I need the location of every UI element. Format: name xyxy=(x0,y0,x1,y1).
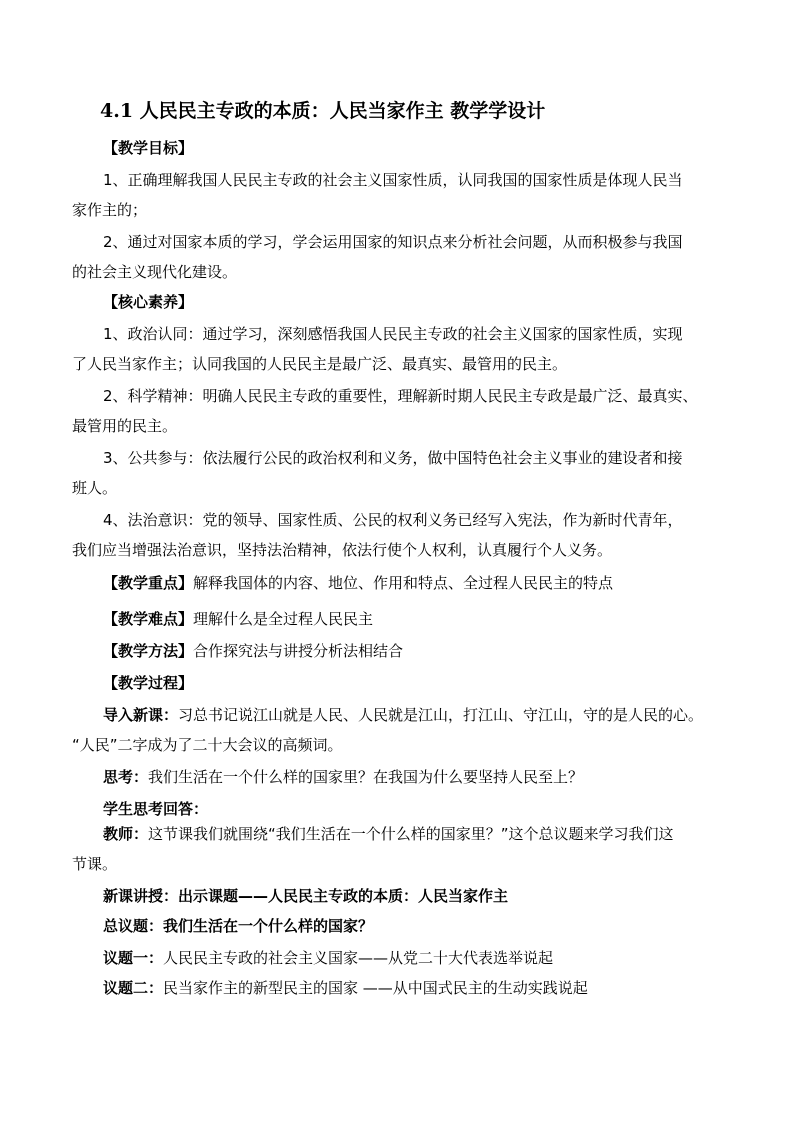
topic-1-label: 议题一： xyxy=(103,949,164,967)
literacy-4-line-2: 我们应当增强法治意识，坚持法治精神，依法行使个人权利，认真履行个人义务。 xyxy=(72,541,613,559)
think-text: 我们生活在一个什么样的国家里？在我国为什么要坚持人民至上？ xyxy=(148,768,584,786)
literacy-4-line-1: 4、法治意识：党的领导、国家性质、公民的权利义务已经写入宪法，作为新时代青年， xyxy=(103,511,683,529)
document-title: 4.1 人民民主专政的本质：人民当家作主 教学学设计 xyxy=(100,100,546,122)
intro-text: 习总书记说江山就是人民、人民就是江山，打江山、守江山，守的是人民的心。 xyxy=(178,706,704,724)
literacy-1-line-1: 1、政治认同：通过学习，深刻感悟我国人民民主专政的社会主义国家的国家性质，实现 xyxy=(103,325,683,343)
difficulty-row xyxy=(103,609,724,629)
difficulty-label: 【教学难点】 xyxy=(103,610,194,628)
literacy-heading: 【核心素养】 xyxy=(103,293,194,311)
key-point-text: 解释我国体的内容、地位、作用和特点、全过程人民民主的特点 xyxy=(193,574,614,592)
key-point-label: 【教学重点】 xyxy=(103,574,194,592)
literacy-3-line-2: 班人。 xyxy=(72,479,118,497)
method-label: 【教学方法】 xyxy=(103,642,194,660)
literacy-1-line-2: 了人民当家作主；认同我国的人民民主是最广泛、最真实、最管用的民主。 xyxy=(72,355,568,373)
intro-text-line-2: “人民”二字成为了二十大会议的高频词。 xyxy=(72,736,343,754)
goal-2-line-2: 的社会主义现代化建设。 xyxy=(72,263,238,281)
topic-2-label: 议题二： xyxy=(103,979,164,997)
literacy-2-line-2: 最管用的民主。 xyxy=(72,417,178,435)
general-topic-line: 总议题：我们生活在一个什么样的国家？ xyxy=(103,917,374,935)
goal-1-line-1: 1、正确理解我国人民民主专政的社会主义国家性质，认同我国的国家性质是体现人民当 xyxy=(103,171,683,189)
difficulty-text: 理解什么是全过程人民民主 xyxy=(193,610,374,628)
literacy-2-line-1: 2、科学精神：明确人民民主专政的重要性，理解新时期人民民主专政是最广泛、最真实、 xyxy=(103,387,698,405)
method-text: 合作探究法与讲授分析法相结合 xyxy=(193,642,404,660)
student-answer-label: 学生思考回答： xyxy=(103,800,209,818)
method-row xyxy=(103,641,724,661)
teacher-text: 这节课我们就围绕“我们生活在一个什么样的国家里？”这个总议题来学习我们这 xyxy=(148,825,674,843)
key-point-row xyxy=(103,573,724,593)
new-lesson-line: 新课讲授：出示课题——人民民主专政的本质：人民当家作主 xyxy=(103,887,509,905)
teacher-row xyxy=(103,824,724,844)
goal-2-line-1: 2、通过对国家本质的学习，学会运用国家的知识点来分析社会问题，从而积极参与我国 xyxy=(103,233,683,251)
process-heading: 【教学过程】 xyxy=(103,674,194,692)
intro-row xyxy=(103,705,724,725)
think-row xyxy=(103,767,724,787)
topic-1-row xyxy=(103,948,724,968)
intro-label: 导入新课： xyxy=(103,706,179,724)
topic-2-text: 民当家作主的新型民主的国家 ——从中国式民主的生动实践说起 xyxy=(163,979,588,997)
topic-2-row xyxy=(103,978,724,998)
topic-1-text: 人民民主专政的社会主义国家——从党二十大代表选举说起 xyxy=(163,949,554,967)
goals-heading: 【教学目标】 xyxy=(103,139,194,157)
teacher-label: 教师： xyxy=(103,825,149,843)
think-label: 思考： xyxy=(103,768,149,786)
literacy-3-line-1: 3、公共参与：依法履行公民的政治权利和义务，做中国特色社会主义事业的建设者和接 xyxy=(103,449,683,467)
teacher-text-line-2: 节课。 xyxy=(72,855,118,873)
goal-1-line-2: 家作主的； xyxy=(72,201,148,219)
